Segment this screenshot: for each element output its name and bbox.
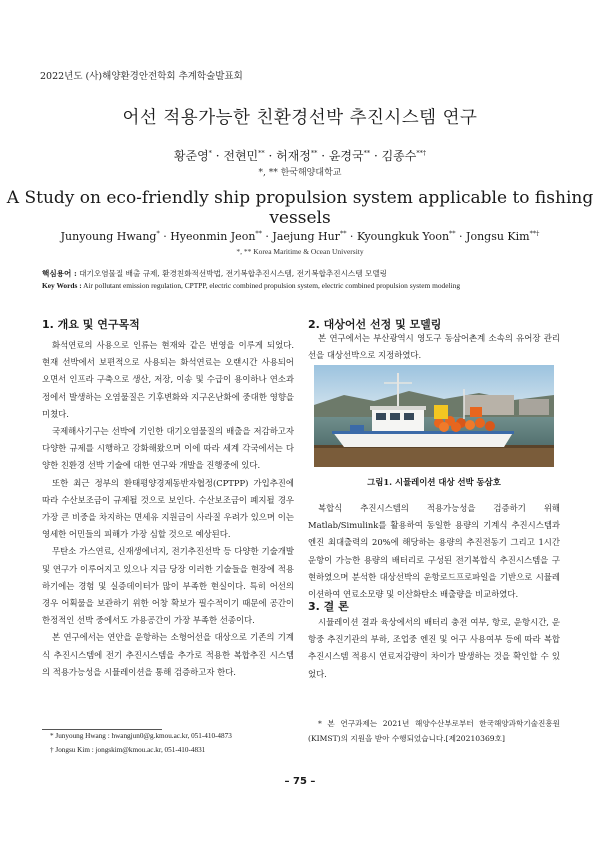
conference-header: 2022년도 (사)해양환경안전학회 추계학술발표회 — [40, 71, 243, 82]
author-ko: 전현민 — [223, 149, 259, 163]
author-en: Junyoung Hwang — [60, 230, 157, 243]
section-3-heading: 3. 결 론 — [308, 600, 349, 613]
footnote-author-1: * Junyoung Hwang : hwangjun0@g.kmou.ac.kr, 051-410-4873 — [50, 732, 232, 740]
affiliation-korean: *, ** 한국해양대학교 — [258, 168, 342, 178]
paragraph: 복합식 추진시스템의 적용가능성을 검증하기 위해 Matlab/Simulink를 활용하여 동일한 용량의 기계식 추진시스템과 엔진 최대출력의 20%에 해당하는 용량의 추진전동기 그리고 1시간 운항이 가능한 용량의 배터리로 구성된 전기복합식 추진시스템을 구현하였으며 분석한 대상선박의 운항로드프로파일을 기반으로 시뮬레이션하여 연료소모량 및 이산화탄소 배출량을 비교하였다. — [308, 503, 560, 600]
author-ko: 김종수 — [381, 149, 417, 163]
section-1-heading: 1. 개요 및 연구목적 — [42, 318, 140, 331]
authors-english: Junyoung Hwang* · Hyeonmin Jeon** · Jaejung Hur** · Kyoungkuk Yoon** · Jongsu Kim**† — [60, 229, 540, 243]
author-ko: 윤경국 — [328, 149, 364, 163]
paragraph: 시뮬레이션 결과 육상에서의 배터리 충전 여부, 항로, 운항시간, 운항중 추진기관의 부하, 조업중 엔진 및 어구 사용여부 등에 따라 복합추진시스템 적용시 연료저감량이 차이가 발생하는 것을 확인할 수 있었다. — [308, 617, 560, 679]
keywords-korean: 핵심용어 : 대기오염물질 배출 규제, 환경친화적선박법, 전기복합추진시스템, 전기복합추진시스템 모델링 — [42, 269, 388, 278]
paragraph: 국제해사기구는 선박에 기인한 대기오염물질의 배출을 저감하고자 다양한 규제를 시행하고 강화해왔으며 이에 따라 세계 각국에서는 다양한 친환경 선박 기술에 대한 연구와 개발을 진행중에 있다. — [42, 426, 294, 471]
paragraph: 본 연구에서는 부산광역시 영도구 동삼어촌계 소속의 유어장 관리선을 대상선박으로 지정하였다. — [308, 333, 560, 361]
funding-footnote: * 본 연구과제는 2021년 해양수산부로부터 한국해양과학기술진흥원(KIMST)의 지원을 받아 수행되었습니다.[제20210369호] — [308, 719, 560, 743]
author-ko: 황준영 — [173, 149, 209, 163]
section-2-body — [308, 500, 560, 603]
section-1-body — [42, 337, 294, 681]
footnote-divider — [42, 729, 162, 730]
paragraph: 화석연료의 사용으로 인류는 현재와 같은 번영을 이루게 되었다. 현재 선박에서 보편적으로 사용되는 화석연료는 오랜시간 사용되어 오면서 인프라 구축으로 생산, 저장, 이송 및 수급이 용이하나 연소과정에서 발생하는 오염물질은 기후변화와 지구온난화에 중대한 영향을 미쳤다. — [42, 340, 294, 419]
figure-caption: 그림1. 시뮬레이션 대상 선박 동삼호 — [367, 477, 501, 487]
title-korean: 어선 적용가능한 친환경선박 추진시스템 연구 — [122, 108, 478, 128]
boat-photo — [314, 365, 554, 467]
footnote-author-2: † Jongsu Kim : jongskim@kmou.ac.kr, 051-410-4831 — [50, 746, 206, 754]
paragraph: 본 연구에서는 연안을 운항하는 소형어선을 대상으로 기존의 기계식 추진시스템에 전기 추진시스템을 추가로 적용한 복합추진 시스템의 적용가능성을 시뮬레이션을 통해 검증하고자 한다. — [42, 632, 294, 677]
paragraph: 무탄소 가스연료, 신재생에너지, 전기추진선박 등 다양한 기술개발 및 연구가 이루어지고 있으나 지금 당장 이러한 기술들을 현장에 적용하기에는 경험 및 실증데이터가 많이 부족한 현실이다. 특히 어선의 경우 어획물을 보관하기 위한 어창 확보가 필수적이기 때문에 공간이 한정적인 선박 중에서도 가용공간이 가장 부족한 선종이다. — [42, 546, 294, 626]
author-en: Hyeonmin Jeon — [170, 230, 256, 243]
author-en: Jaejung Hur — [272, 230, 340, 243]
title-english: A Study on eco-friendly ship propulsion system applicable to fishing vessels — [6, 188, 594, 228]
authors-korean: 황준영* · 전현민** · 허재정** · 윤경국** · 김종수**† — [173, 149, 427, 163]
section-3-body — [308, 614, 560, 683]
page-number: – 75 – — [284, 776, 316, 787]
affiliation-english: *, ** Korea Maritime & Ocean University — [236, 247, 364, 256]
paragraph: 또한 최근 정부의 환태평양경제동반자협정(CPTPP) 가입추진에 따라 수산보조금이 규제될 것으로 보인다. 수산보조금이 폐지될 경우 가장 큰 비중을 차지하는 면세유 지원금이 사라질 우려가 있으며 이는 영세한 어민들의 피해가 가장 심할 것으로 예상된다. — [42, 477, 294, 540]
author-en: Jongsu Kim — [466, 230, 530, 243]
author-ko: 허재정 — [276, 149, 311, 163]
section-2-heading: 2. 대상어선 선정 및 모델링 — [308, 318, 442, 331]
author-en: Kyoungkuk Yoon — [356, 230, 450, 243]
section-2-intro — [308, 330, 560, 364]
keywords-english: Key Words : Air pollutant emission regulation, CPTPP, electric combined propulsion system, electric combined propulsion system modeling — [42, 281, 461, 290]
